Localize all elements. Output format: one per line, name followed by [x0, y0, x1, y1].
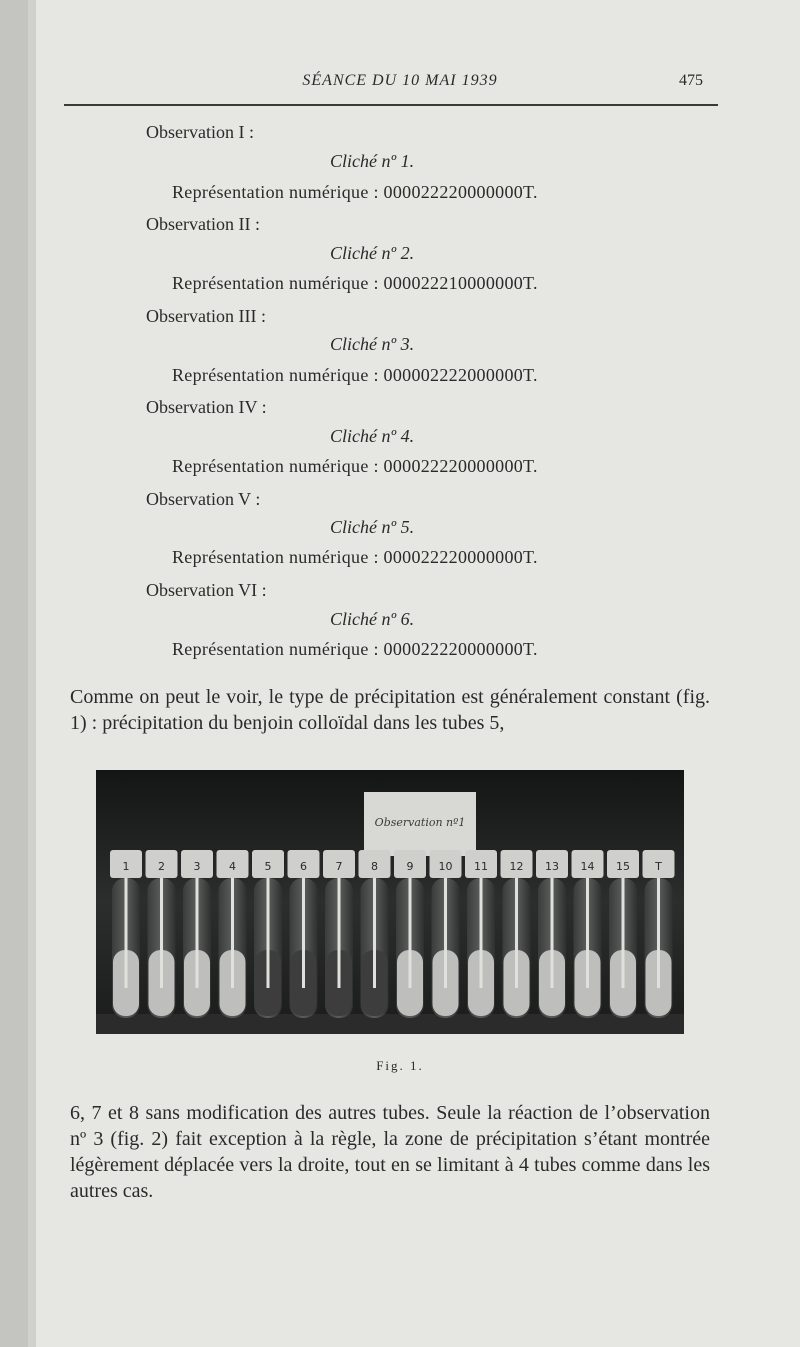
tube-highlight: [196, 878, 199, 988]
figure-caption: Fig. 1.: [376, 1058, 424, 1073]
tube-highlight: [657, 878, 660, 988]
tube-label: 5: [264, 860, 272, 873]
test-tube: [643, 850, 675, 1018]
tube-highlight: [338, 878, 341, 988]
numeric-representation: Représentation numérique : 000022220000000T.: [172, 547, 538, 567]
tube-highlight: [586, 878, 589, 988]
numeric-representation: Représentation numérique : 000002222000000T.: [172, 365, 538, 385]
tube-label: 3: [193, 860, 201, 873]
page-gutter: [0, 0, 28, 1347]
tube-label: 4: [229, 860, 236, 873]
tube-highlight: [622, 878, 625, 988]
observation-label: Observation V :: [146, 489, 261, 509]
cliche-label: Cliché nº 3.: [330, 334, 415, 354]
test-tubes-illustration: [96, 770, 684, 1034]
observation-label: Observation IV :: [146, 397, 267, 417]
gutter-edge: [28, 0, 36, 1347]
page-number: 475: [679, 72, 703, 89]
observation-card-text: Observation nº1: [374, 816, 466, 829]
observation-label: Observation VI :: [146, 580, 267, 600]
tube-highlight: [515, 878, 518, 988]
tube-label: 13: [545, 860, 559, 873]
tube-highlight: [125, 878, 128, 988]
test-tube: [252, 850, 284, 1018]
tube-label: 9: [406, 860, 414, 873]
cliche-label: Cliché nº 5.: [330, 517, 415, 537]
test-tube: [536, 850, 568, 1018]
test-tube: [146, 850, 178, 1018]
test-tube: [394, 850, 426, 1018]
test-tube: [501, 850, 533, 1018]
tube-highlight: [302, 878, 305, 988]
numeric-representation: Représentation numérique : 000022220000000T.: [172, 456, 538, 476]
numeric-representation: Représentation numérique : 000022220000000T.: [172, 639, 538, 659]
tube-label: 10: [438, 860, 453, 873]
cliche-label: Cliché nº 4.: [330, 426, 415, 446]
cliche-label: Cliché nº 1.: [330, 151, 415, 171]
tube-label: 14: [580, 860, 595, 873]
tube-highlight: [444, 878, 447, 988]
paragraph-intro: Comme on peut le voir, le type de précipitation est généralement constant (fig. 1) : précipitation du benjoin colloïdal dans les tubes 5,: [70, 686, 710, 734]
tube-label: 1: [122, 860, 130, 873]
tube-label: 15: [616, 860, 630, 873]
observation-label: Observation I :: [146, 122, 254, 142]
test-tube: [359, 850, 391, 1018]
tube-label: 6: [300, 860, 307, 873]
running-header: SÉANCE DU 10 MAI 1939: [302, 72, 498, 89]
tube-highlight: [480, 878, 483, 988]
paragraph-continuation: 6, 7 et 8 sans modification des autres tubes. Seule la réaction de l’observation nº 3 (fig. 2) fait exception à la règle, la zone de précipitation s’étant montrée légèrement déplacée vers la droite, tout en se limitant à 4 tubes comme dans les autres cas.: [70, 1102, 710, 1202]
tube-highlight: [160, 878, 163, 988]
observation-label: Observation III :: [146, 306, 266, 326]
observation-label: Observation II :: [146, 214, 260, 234]
tube-highlight: [551, 878, 554, 988]
cliche-label: Cliché nº 6.: [330, 609, 415, 629]
tube-highlight: [231, 878, 234, 988]
tube-highlight: [267, 878, 270, 988]
test-tube: [181, 850, 213, 1018]
figure-photograph: [96, 770, 684, 1034]
test-tube: [217, 850, 249, 1018]
tube-label: 7: [335, 860, 343, 873]
tube-highlight: [409, 878, 412, 988]
test-tube: [465, 850, 497, 1018]
test-tube: [288, 850, 320, 1018]
test-tube: [430, 850, 462, 1018]
tube-label: 2: [158, 860, 165, 873]
test-tube: [607, 850, 639, 1018]
tube-label: 11: [474, 860, 488, 873]
test-tube: [572, 850, 604, 1018]
tube-label: T: [655, 860, 662, 873]
numeric-representation: Représentation numérique : 000022220000000T.: [172, 182, 538, 202]
tube-label: 8: [371, 860, 378, 873]
tube-label: 12: [509, 860, 524, 873]
test-tube: [323, 850, 355, 1018]
test-tube: [110, 850, 142, 1018]
tube-highlight: [373, 878, 376, 988]
numeric-representation: Représentation numérique : 000022210000000T.: [172, 273, 538, 293]
header-rule: [64, 104, 718, 106]
cliche-label: Cliché nº 2.: [330, 243, 415, 263]
